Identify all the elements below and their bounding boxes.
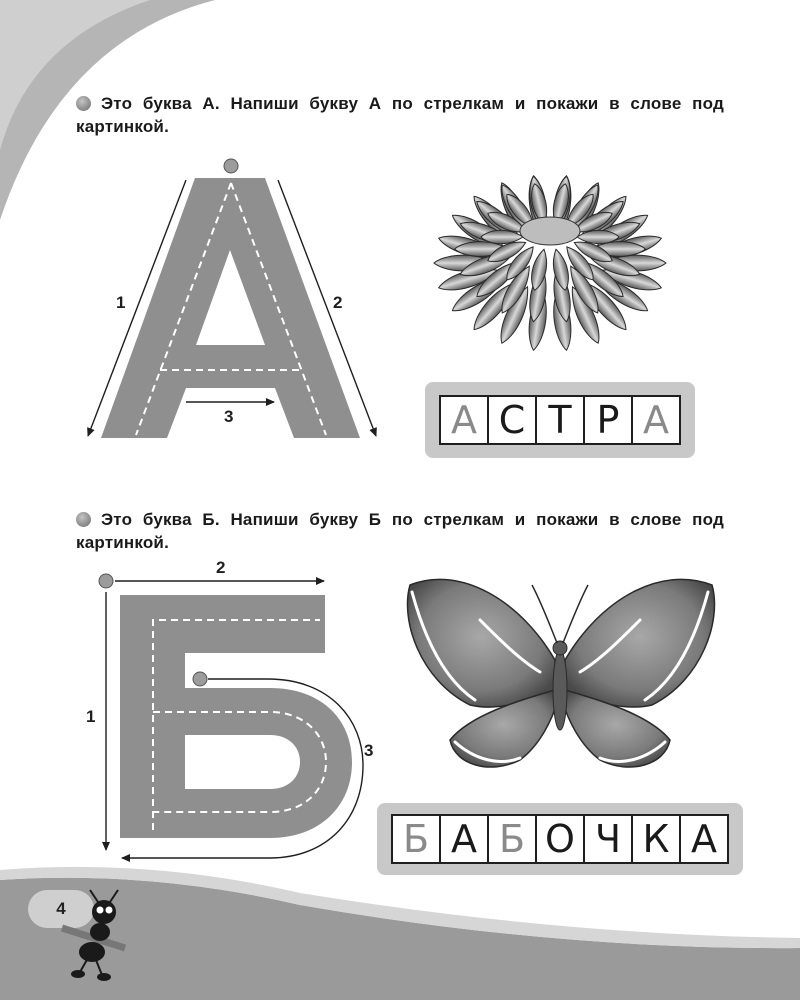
instruction-letter-a: Это буква А. Напиши букву А по стрелкам и покажи в слове под картинкой.	[76, 94, 724, 136]
letter-cell: А	[441, 816, 489, 862]
letter-cell: А	[441, 397, 489, 443]
page-number: 4	[28, 890, 94, 928]
letter-cell: Р	[585, 397, 633, 443]
letter-cell: Ч	[585, 816, 633, 862]
stroke-label-2: 2	[333, 293, 343, 312]
instruction-letter-b: Это буква Б. Напиши букву Б по стрелкам и покажи в слове под картинкой.	[76, 510, 724, 552]
letter-cell: Б	[489, 816, 537, 862]
letter-cell: Б	[393, 816, 441, 862]
stroke-label-1: 1	[116, 293, 126, 312]
stroke-label-3: 3	[224, 407, 234, 426]
letter-cell: К	[633, 816, 681, 862]
letter-cell: С	[489, 397, 537, 443]
letter-cell: О	[537, 816, 585, 862]
letter-cell: Т	[537, 397, 585, 443]
letter-cell: А	[643, 398, 669, 442]
stroke-label-3: 3	[364, 741, 374, 760]
stroke-label-2: 2	[216, 558, 226, 577]
letter-cell: А	[691, 817, 717, 861]
stroke-label-1: 1	[86, 707, 96, 726]
